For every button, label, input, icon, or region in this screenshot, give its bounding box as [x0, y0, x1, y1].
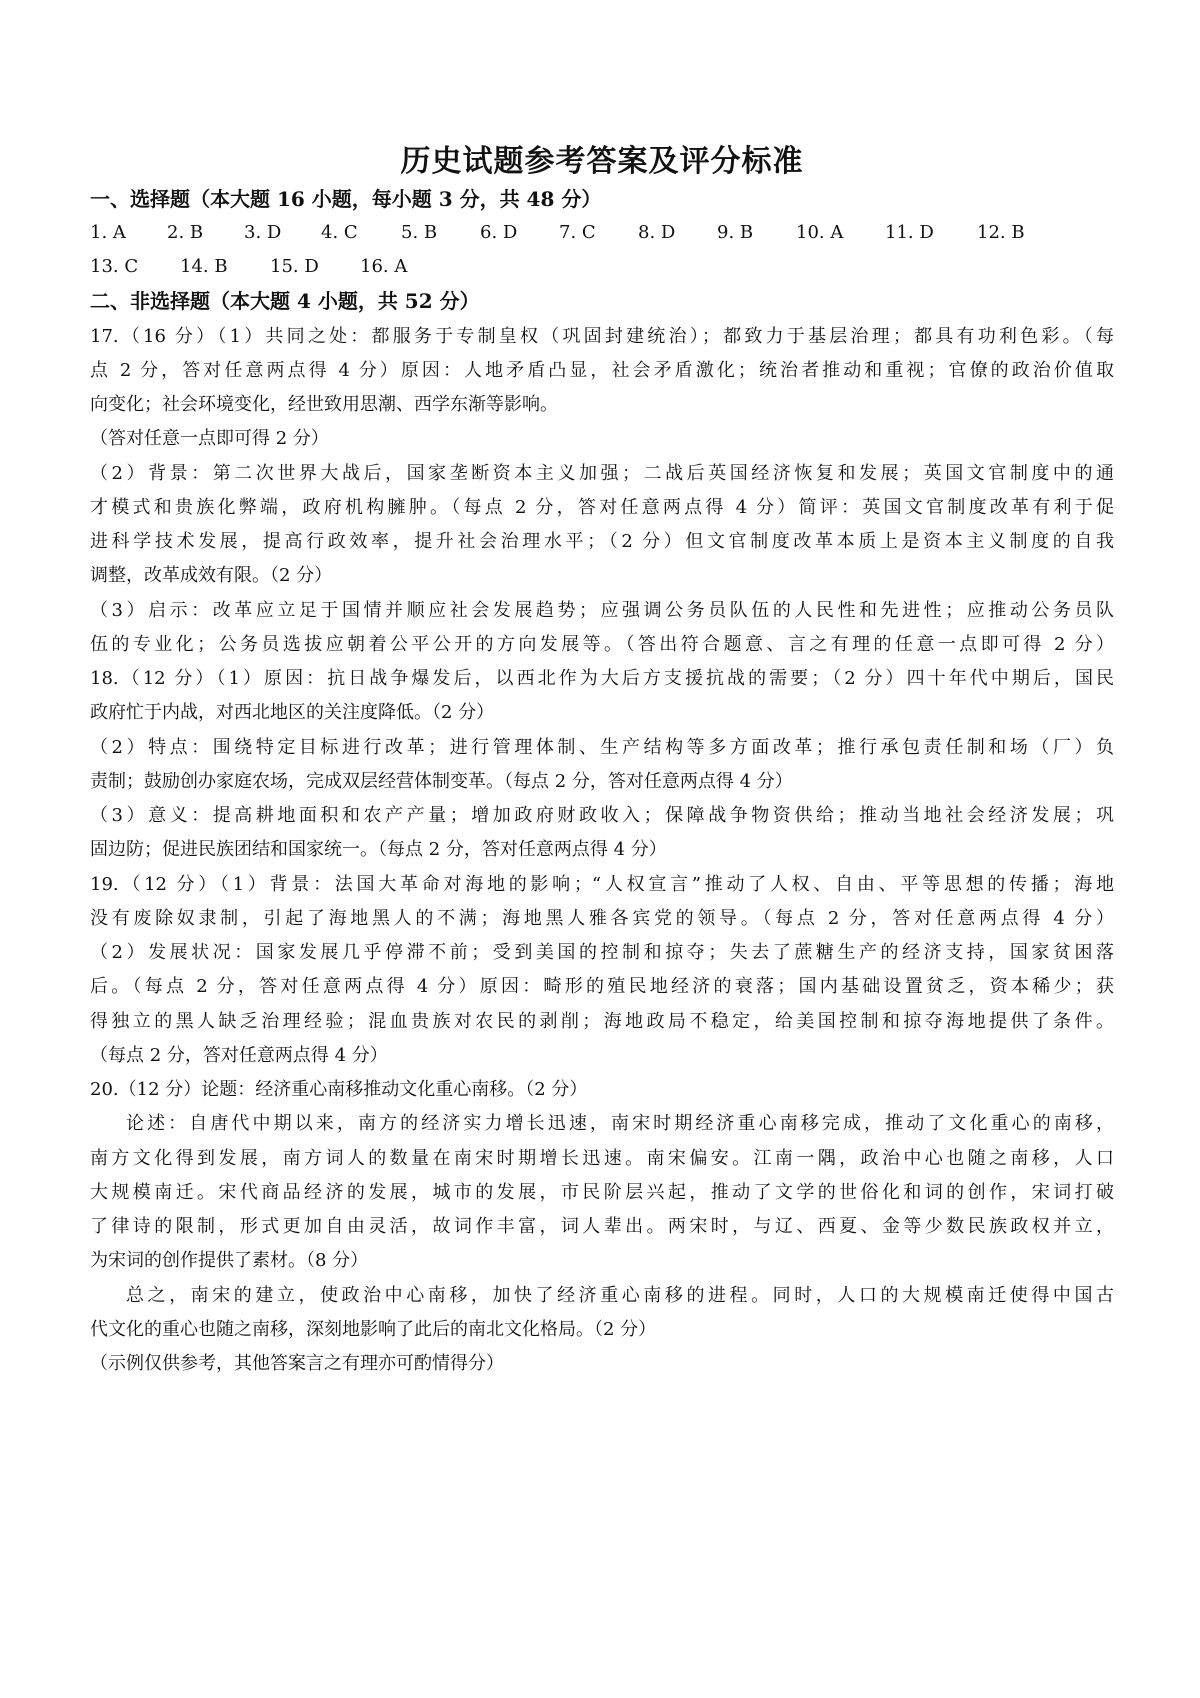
answer-line: 点 2 分，答对任意两点得 4 分）原因：人地矛盾凸显，社会矛盾激化；统治者推动和重视；官僚的政治价值取	[90, 360, 1114, 381]
answer-item: 5. B	[401, 222, 438, 243]
answer-row	[90, 252, 1114, 282]
page-title: 历史试题参考答案及评分标准	[400, 144, 804, 179]
answer-line: 得独立的黑人缺乏治理经验；混血贵族对农民的剥削；海地政局不稳定，给美国控制和掠夺海地提供了条件。	[90, 1011, 1114, 1032]
answer-line: 进科学技术发展，提高行政效率，提升社会治理水平；（2 分）但文官制度改革本质上是资本主义制度的自我	[90, 531, 1114, 552]
answer-item: 14. B	[180, 256, 228, 277]
answer-item: 1. A	[90, 222, 126, 243]
answer-item: 16. A	[360, 256, 408, 277]
answer-item: 6. D	[480, 222, 518, 243]
answer-item: 11. D	[885, 222, 934, 243]
answer-line: （3）启示：改革应立足于国情并顺应社会发展趋势；应强调公务员队伍的人民性和先进性；应推动公务员队	[90, 600, 1114, 621]
answer-line: 代文化的重心也随之南移，深刻地影响了此后的南北文化格局。（2 分）	[90, 1319, 657, 1340]
answer-item: 7. C	[559, 222, 596, 243]
answer-line: 总之，南宋的建立，使政治中心南移，加快了经济重心南移的进程。同时，人口的大规模南迁使得中国古	[126, 1285, 1114, 1306]
answer-row	[90, 218, 1114, 248]
answer-line: （每点 2 分，答对任意两点得 4 分）	[90, 1045, 388, 1066]
answer-line: 大规模南迁。宋代商品经济的发展，城市的发展，市民阶层兴起，推动了文学的世俗化和词的创作，宋词打破	[90, 1182, 1114, 1203]
answer-item: 13. C	[90, 256, 139, 277]
answer-line: （答对任意一点即可得 2 分）	[90, 428, 329, 449]
answer-line: 20.（12 分）论题：经济重心南移推动文化重心南移。（2 分）	[90, 1079, 588, 1100]
answer-line: 17.（16 分）（1）共同之处：都服务于专制皇权（巩固封建统治）；都致力于基层治理；都具有功利色彩。（每	[90, 326, 1114, 347]
answer-line: （2）发展状况：国家发展几乎停滞不前；受到美国的控制和掠夺；失去了蔗糖生产的经济支持，国家贫困落	[90, 942, 1114, 963]
answer-line: 18.（12 分）（1）原因：抗日战争爆发后，以西北作为大后方支援抗战的需要；（2 分）四十年代中期后，国民	[90, 668, 1114, 689]
answer-item: 12. B	[977, 222, 1025, 243]
answer-line: 为宋词的创作提供了素材。（8 分）	[90, 1250, 369, 1271]
answer-line: （3）意义：提高耕地面积和农产产量；增加政府财政收入；保障战争物资供给；推动当地社会经济发展；巩	[90, 805, 1114, 826]
answer-line: 南方文化得到发展，南方词人的数量在南宋时期增长迅速。南宋偏安。江南一隅，政治中心也随之南移，人口	[90, 1148, 1114, 1169]
answer-item: 3. D	[244, 222, 282, 243]
answer-item: 9. B	[717, 222, 754, 243]
answer-item: 15. D	[270, 256, 319, 277]
answer-line: 责制；鼓励创办家庭农场，完成双层经营体制变革。（每点 2 分，答对任意两点得 4 分）	[90, 771, 793, 792]
answer-line: 没有废除奴隶制，引起了海地黑人的不满；海地黑人雅各宾党的领导。（每点 2 分，答对任意两点得 4 分）	[90, 908, 1114, 929]
answer-line: 调整，改革成效有限。（2 分）	[90, 565, 333, 586]
answer-line: 向变化；社会环境变化，经世致用思潮、西学东渐等影响。	[90, 394, 558, 415]
section-heading-choice: 一、选择题（本大题 16 小题，每小题 3 分，共 48 分）	[90, 187, 602, 211]
answer-line: 固边防；促进民族团结和国家统一。（每点 2 分，答对任意两点得 4 分）	[90, 839, 667, 860]
answer-item: 2. B	[167, 222, 204, 243]
answer-line: 后。（每点 2 分，答对任意两点得 4 分）原因：畸形的殖民地经济的衰落；国内基础设置贫乏，资本稀少；获	[90, 976, 1114, 997]
answer-line: 19.（12 分）（1）背景：法国大革命对海地的影响；“人权宣言”推动了人权、自由、平等思想的传播；海地	[90, 874, 1114, 895]
answer-line: 论述：自唐代中期以来，南方的经济实力增长迅速，南宋时期经济重心南移完成，推动了文化重心的南移，	[126, 1113, 1114, 1134]
section-heading-nonchoice: 二、非选择题（本大题 4 小题，共 52 分）	[90, 289, 480, 313]
answer-line: 了律诗的限制，形式更加自由灵活，故词作丰富，词人辈出。两宋时，与辽、西夏、金等少数民族政权并立，	[90, 1216, 1114, 1237]
answer-line: （2）特点：围绕特定目标进行改革；进行管理体制、生产结构等多方面改革；推行承包责任制和场（厂）负	[90, 737, 1114, 758]
answer-line: （示例仅供参考，其他答案言之有理亦可酌情得分）	[90, 1353, 504, 1374]
answer-item: 8. D	[638, 222, 676, 243]
answer-line: 才模式和贵族化弊端，政府机构臃肿。（每点 2 分，答对任意两点得 4 分）简评：英国文官制度改革有利于促	[90, 497, 1114, 518]
answer-line: 政府忙于内战，对西北地区的关注度降低。（2 分）	[90, 702, 495, 723]
answer-line: 伍的专业化；公务员选拔应朝着公平公开的方向发展等。（答出符合题意、言之有理的任意一点即可得 2 分）	[90, 634, 1114, 655]
answer-line: （2）背景：第二次世界大战后，国家垄断资本主义加强；二战后英国经济恢复和发展；英国文官制度中的通	[90, 463, 1114, 484]
answer-item: 4. C	[321, 222, 358, 243]
answer-item: 10. A	[796, 222, 844, 243]
